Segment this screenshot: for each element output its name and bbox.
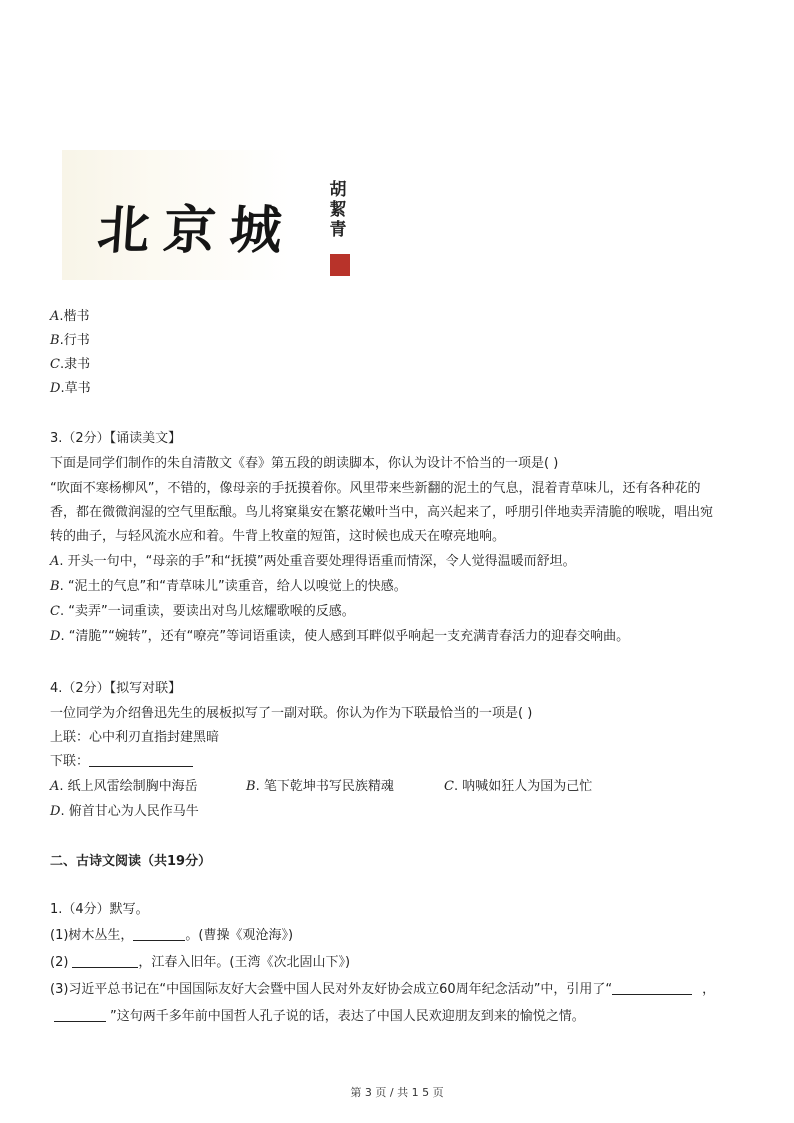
q2-option-d: D.草书 [50,381,91,396]
q4-option-d: D. 俯首甘心为人民作马牛 [50,804,199,819]
q2-option-c: C.隶书 [50,357,91,372]
q4-upper-couplet: 上联：心中利刃直指封建黑暗 [50,730,220,745]
answer-blank[interactable] [72,953,138,968]
q3-option-b: B. “泥土的气息”和“青草味儿”读重音，给人以嗅觉上的快感。 [50,579,407,594]
section-title: 二、古诗文阅读（共19分） [50,854,212,869]
answer-blank[interactable] [89,752,193,767]
q4-option-c: C. 呐喊如狂人为国为己忙 [444,779,593,794]
q4-option-b: B. 笔下乾坤书写民族精魂 [246,779,394,794]
q1-header: 1.（4分）默写。 [50,902,149,917]
q3-passage-line-2: 香，都在微微润湿的空气里酝酿。鸟儿将窠巢安在繁花嫩叶当中，高兴起来了，呼朋引伴地卖弄清脆的喉咙，唱出宛 [50,505,714,520]
q2-option-a: A.楷书 [50,309,90,324]
q4-lower-couplet: 下联： [50,752,193,772]
q3-prompt: 下面是同学们制作的朱自清散文《春》第五段的朗读脚本，你认为设计不恰当的一项是( ) [50,456,559,471]
answer-blank[interactable] [612,980,692,995]
q1-line-4: ”这句两千多年前中国哲人孔子说的话，表达了中国人民欢迎朋友到来的愉悦之情。 [54,1007,585,1027]
calligraphy-signature: 胡 絜 青 [329,180,347,240]
q4-header: 4.（2分）【拟写对联】 [50,681,182,696]
q3-option-d: D. “清脆”“婉转”，还有“嘹亮”等词语重读，使人感到耳畔似乎响起一支充满青春活力的迎春交响曲。 [50,629,630,644]
q3-header: 3.（2分）【诵读美文】 [50,431,182,446]
calligraphy-image [62,150,362,280]
q1-line-3: (3)习近平总书记在“中国国际友好大会暨中国人民对外友好协会成立60周年纪念活动”中，引用了“ ， [50,982,716,997]
q2-option-b: B.行书 [50,333,90,348]
calligraphy-text: 北京城 [95,200,298,261]
q3-option-c: C. “卖弄”一词重读，要读出对鸟儿炫耀歌喉的反感。 [50,604,355,619]
page-footer: 第 3 页 / 共 1 5 页 [350,1086,444,1099]
q1-line-1: (1)树木丛生， 。(曹操《观沧海》) [50,928,294,943]
q1-line-2: (2) ，江春入旧年。(王湾《次北固山下》) [50,955,351,970]
q4-option-a: A. 纸上风雷绘制胸中海岳 [50,779,198,794]
answer-blank[interactable] [54,1007,106,1022]
q4-prompt: 一位同学为介绍鲁迅先生的展板拟写了一副对联。你认为作为下联最恰当的一项是( ) [50,706,533,721]
answer-blank[interactable] [133,926,185,941]
seal-stamp [330,254,350,276]
q3-option-a: A. 开头一句中，“母亲的手”和“抚摸”两处重音要处理得语重而情深，令人觉得温暖而舒坦。 [50,554,576,569]
q3-passage-line-1: “吹面不寒杨柳风”，不错的，像母亲的手抚摸着你。风里带来些新翻的泥土的气息，混着青草味儿，还有各种花的 [50,481,701,496]
q3-passage-line-3: 转的曲子，与轻风流水应和着。牛背上牧童的短笛，这时候也成天在嘹亮地响。 [50,529,506,544]
